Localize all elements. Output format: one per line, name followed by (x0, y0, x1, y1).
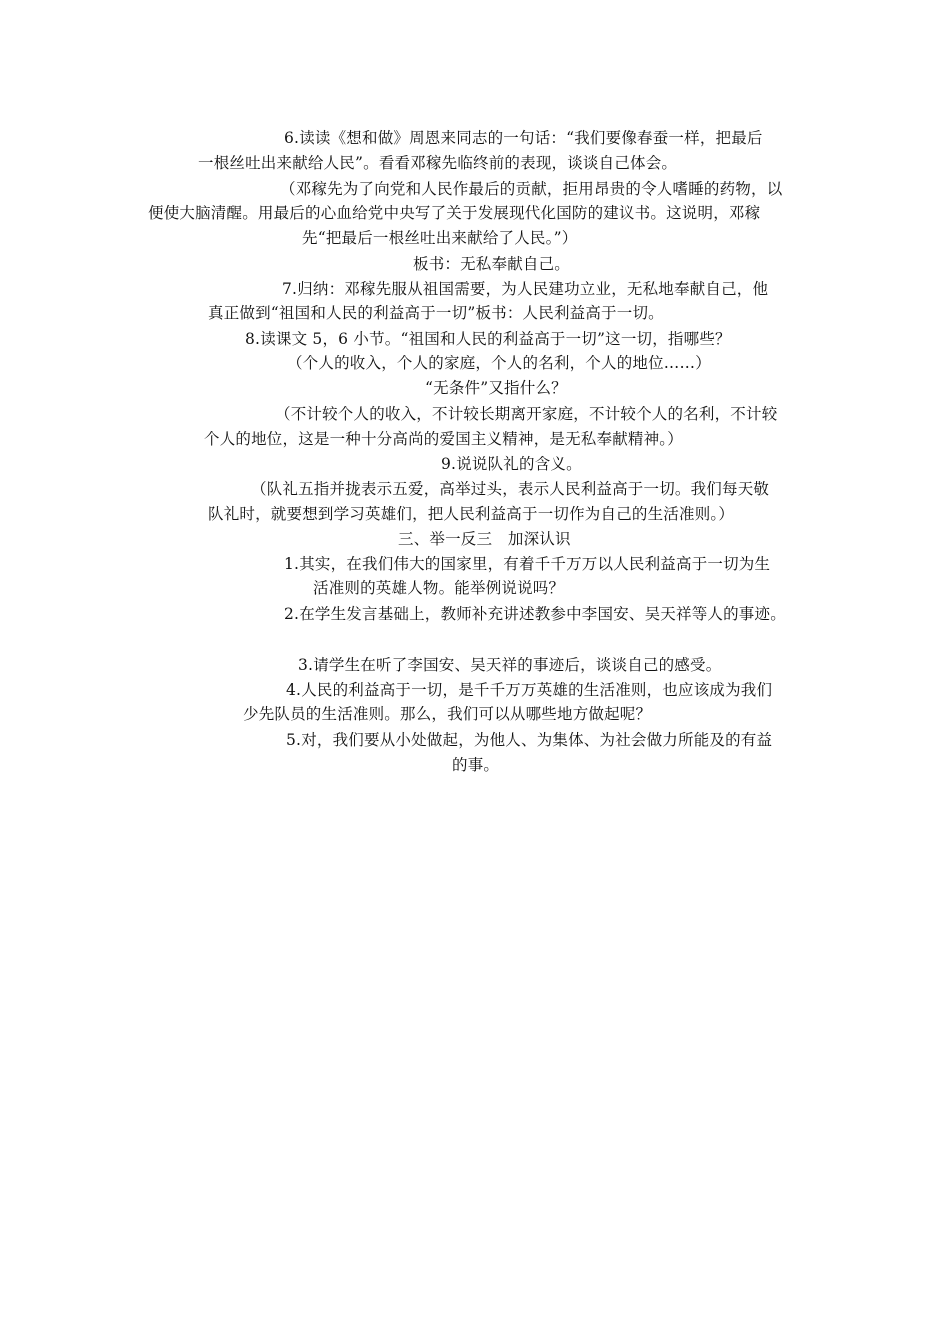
text-line: 7.归纳：邓稼先服从祖国需要，为人民建功立业，无私地奉献自己，他 (282, 280, 769, 298)
text-line: 5.对，我们要从小处做起，为他人、为集体、为社会做力所能及的有益 (286, 731, 773, 749)
text-line: （个人的收入，个人的家庭，个人的名利，个人的地位……） (287, 354, 711, 372)
text-line: 2.在学生发言基础上，教师补充讲述教参中李国安、吴天祥等人的事迹。 (284, 605, 786, 623)
text-line: （队礼五指并拢表示五爱，高举过头，表示人民利益高于一切。我们每天敬 (251, 480, 770, 498)
text-line: 便使大脑清醒。用最后的心血给党中央写了关于发展现代化国防的建议书。这说明，邓稼 (148, 204, 761, 222)
section-heading: 三、举一反三 加深认识 (398, 530, 571, 548)
text-line: 板书：无私奉献自己。 (413, 255, 571, 273)
text-line: 3.请学生在听了李国安、吴天祥的事迹后，谈谈自己的感受。 (298, 656, 722, 674)
text-line: 9.说说队礼的含义。 (441, 455, 582, 473)
text-line: 1.其实，在我们伟大的国家里，有着千千万万以人民利益高于一切为生 (284, 555, 771, 573)
text-line: 4.人民的利益高于一切，是千千万万英雄的生活准则，也应该成为我们 (286, 681, 773, 699)
text-line: 的事。 (452, 756, 500, 774)
text-line: “无条件”又指什么？ (425, 379, 567, 397)
text-line: 6.读读《想和做》周恩来同志的一句话：“我们要像春蚕一样，把最后 (284, 129, 763, 147)
text-line: 先“把最后一根丝吐出来献给了人民。”） (302, 229, 578, 247)
text-line: 个人的地位，这是一种十分高尚的爱国主义精神，是无私奉献精神。） (204, 430, 683, 448)
text-line: 8.读课文 5，6 小节。“祖国和人民的利益高于一切”这一切，指哪些？ (245, 330, 731, 348)
text-line: （邓稼先为了向党和人民作最后的贡献，拒用昂贵的令人嗜睡的药物，以 (280, 180, 783, 198)
text-line: 少先队员的生活准则。那么，我们可以从哪些地方做起呢？ (243, 705, 652, 723)
text-line: 真正做到“祖国和人民的利益高于一切”板书：人民利益高于一切。 (208, 304, 664, 322)
text-line: 活准则的英雄人物。能举例说说吗？ (313, 579, 565, 597)
text-line: 一根丝吐出来献给人民”。看看邓稼先临终前的表现，谈谈自己体会。 (198, 154, 678, 172)
text-line: （不计较个人的收入，不计较长期离开家庭，不计较个人的名利，不计较 (275, 405, 778, 423)
text-line: 队礼时，就要想到学习英雄们，把人民利益高于一切作为自己的生活准则。） (208, 505, 735, 523)
